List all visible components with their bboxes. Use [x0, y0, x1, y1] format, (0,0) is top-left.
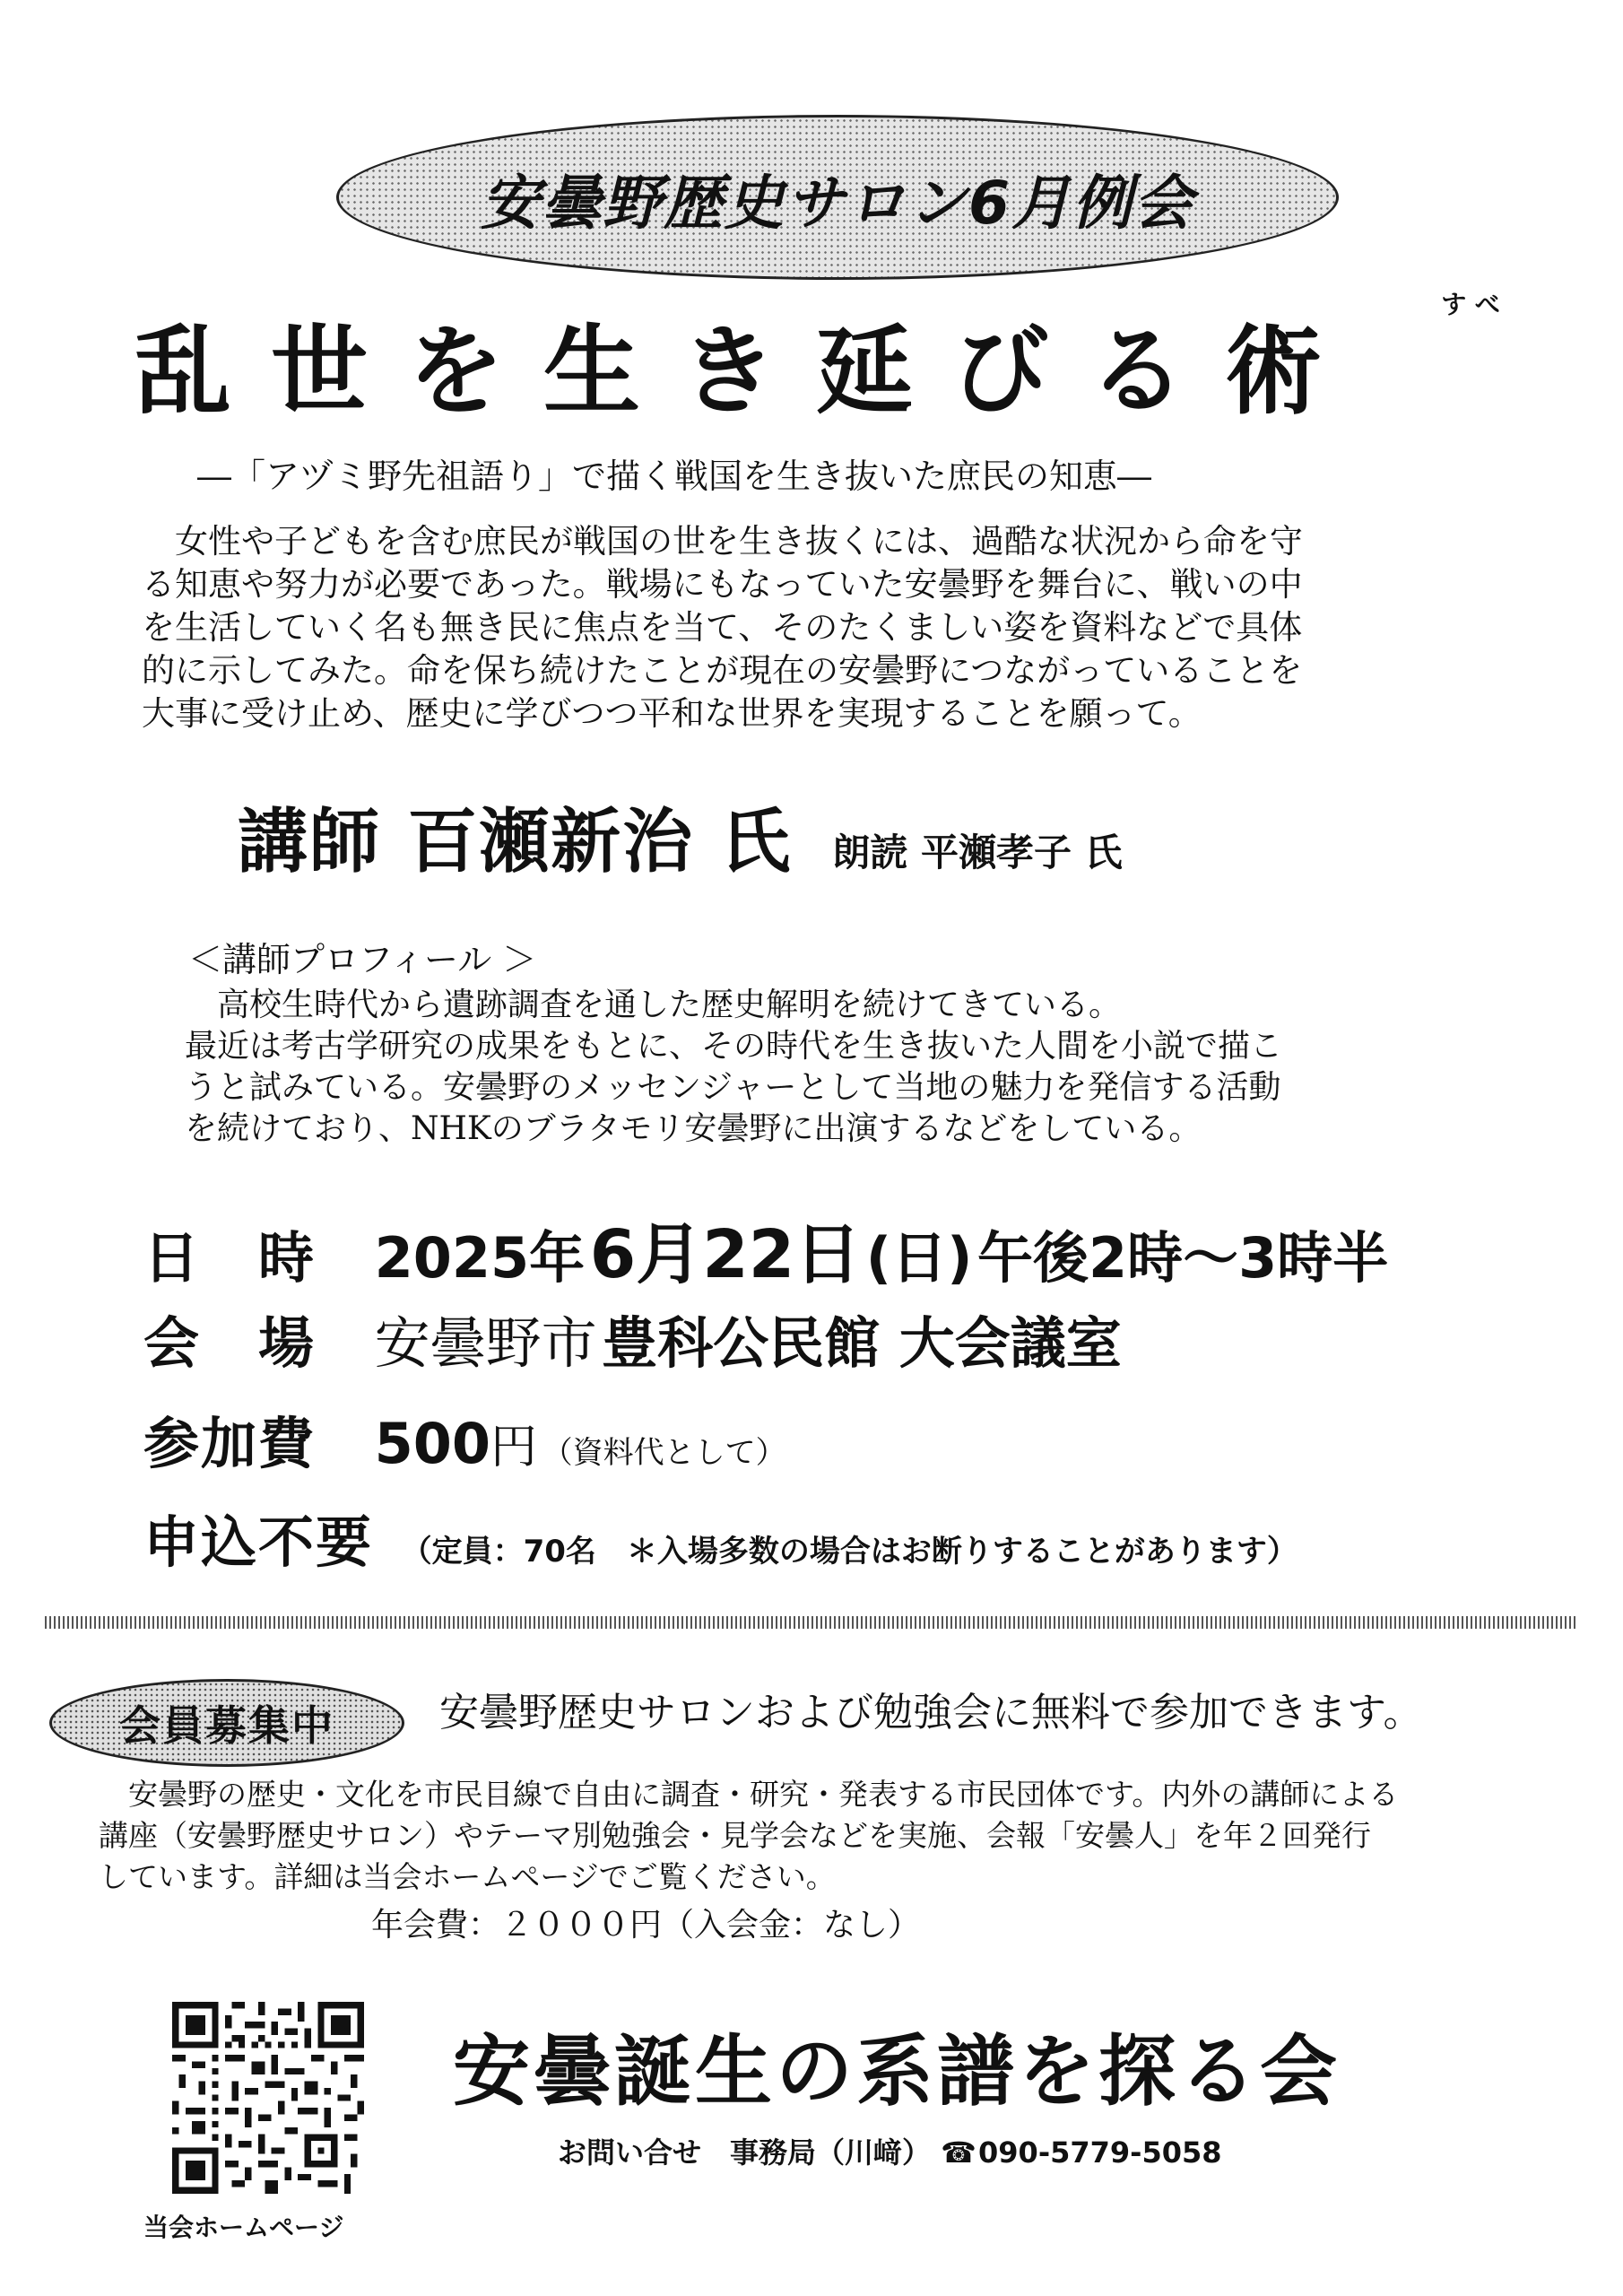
profile-line: を続けており、NHKのブラタモリ安曇野に出演するなどをしている。 — [185, 1110, 1202, 1147]
member-description — [99, 1774, 1578, 1898]
subtitle: ―「アヅミ野先祖語り」で描く戦国を生き抜いた庶民の知恵― — [197, 457, 1152, 496]
venue-city: 安曇野市 — [374, 1310, 597, 1376]
contact-line — [558, 2130, 1544, 2171]
phone-number[interactable]: 090-5779-5058 — [978, 2135, 1222, 2170]
date-year: 2025年 — [374, 1225, 586, 1291]
profile-line: 最近は考古学研究の成果をもとに、その時代を生き抜いた人間を小説で描こ — [185, 1028, 1283, 1065]
member-desc-line: 講座（安曇野歴史サロン）やテーマ別勉強会・見学会などを実施、会報「安曇人」を年２回発行 — [99, 1818, 1371, 1853]
intro-line: 女性や子どもを含む庶民が戦国の世を生き抜くには、過酷な状況から命を守 — [142, 522, 1303, 561]
apply-row — [143, 1498, 1542, 1578]
member-desc-line: 安曇野の歴史・文化を市民目線で自由に調査・研究・発表する市民団体です。内外の講師による — [99, 1777, 1399, 1812]
intro-line: 的に示してみた。命を保ち続けたことが現在の安曇野につながっていることを — [142, 651, 1303, 690]
member-badge — [49, 1679, 404, 1767]
title-ruby: すべ — [1441, 290, 1509, 319]
qr-code[interactable] — [172, 2002, 364, 2194]
intro-line: る知恵や努力が必要であった。戦場にもなっていた安曇野を舞台に、戦いの中 — [142, 565, 1303, 604]
section-divider — [45, 1616, 1578, 1629]
banner-title: 安曇野歴史サロン6月例会 — [481, 168, 1194, 238]
profile-line: 高校生時代から遺跡調査を通した歴史解明を続けてきている。 — [185, 987, 1122, 1023]
date-weekday: (日) — [865, 1225, 973, 1291]
event-banner — [336, 115, 1339, 280]
fee-note: （資料代として） — [542, 1435, 786, 1471]
member-lead: 安曇野歴史サロンおよび勉強会に無料で参加できます。 — [439, 1690, 1423, 1735]
main-title: 乱世を生き延びる術 — [135, 316, 1362, 428]
date-row — [143, 1202, 1542, 1297]
intro-paragraph — [142, 520, 1523, 735]
profile-line: うと試みている。安曇野のメッセンジャーとして当地の魅力を発信する活動 — [185, 1069, 1281, 1106]
reader-name: 朗読 平瀬孝子 氏 — [832, 831, 1123, 874]
lecturer-line — [238, 786, 1493, 886]
profile-text — [185, 985, 1530, 1150]
lecturer-name: 講師 百瀬新治 氏 — [238, 802, 793, 883]
fee-amount: 500 — [374, 1411, 490, 1476]
fee-row — [143, 1399, 1542, 1479]
qr-caption: 当会ホームページ — [143, 2213, 344, 2242]
apply-label: 申込不要 — [143, 1509, 374, 1575]
contact-prefix: お問い合せ 事務局（川﨑） — [558, 2135, 932, 2170]
organization-name: 安曇誕生の系譜を探る会 — [453, 2027, 1341, 2117]
venue-row — [143, 1299, 1542, 1378]
venue-hall: 豊科公民館 大会議室 — [602, 1310, 1122, 1376]
date-day: 6月22日 — [589, 1216, 862, 1293]
member-desc-line: しています。詳細は当会ホームページでご覧ください。 — [99, 1859, 836, 1894]
fee-unit: 円 — [490, 1421, 538, 1474]
member-badge-label: 会員募集中 — [119, 1701, 334, 1750]
phone-icon: ☎ — [941, 2135, 977, 2170]
venue-label: 会 場 — [143, 1310, 317, 1376]
fee-label: 参加費 — [143, 1411, 317, 1476]
apply-note: （定員：70名 ＊入場多数の場合はお断りすることがあります） — [401, 1534, 1298, 1570]
date-time: 午後2時～3時半 — [977, 1225, 1389, 1291]
profile-heading: ＜講師プロフィール ＞ — [188, 940, 537, 979]
intro-line: 大事に受け止め、歴史に学びつつ平和な世界を実現することを願って。 — [142, 694, 1202, 733]
intro-line: を生活していく名も無き民に焦点を当て、そのたくましい姿を資料などで具体 — [142, 608, 1303, 647]
annual-fee: 年会費：２０００円（入会金：なし） — [371, 1907, 921, 1944]
date-label: 日 時 — [143, 1225, 317, 1291]
